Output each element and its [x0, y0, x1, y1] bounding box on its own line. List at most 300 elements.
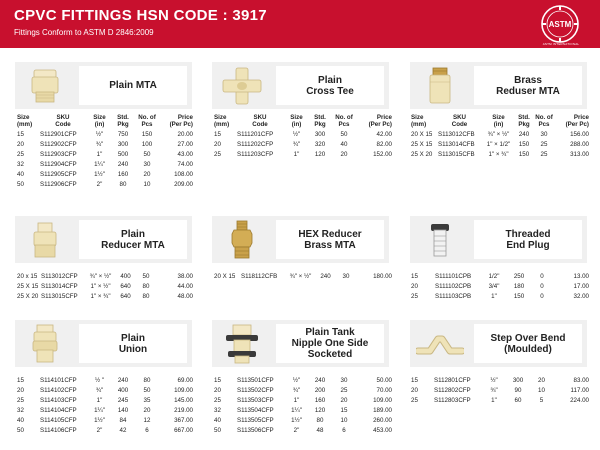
table-cell: 25 X 15	[411, 140, 433, 148]
column-header-no-of-pcs: No. of Pcs	[535, 114, 553, 128]
table-cell: S113501CFP	[237, 376, 274, 384]
table-cell: 20	[538, 376, 545, 384]
table-row	[410, 282, 590, 292]
table-cell: 320	[314, 140, 326, 148]
tank-nipple-fitting-icon	[212, 320, 272, 367]
table-cell: S112906CFP	[40, 180, 77, 188]
table-row	[16, 406, 194, 416]
table-row	[410, 272, 590, 282]
table-cell: S113506CFP	[237, 426, 274, 434]
table-cell: ¾" × ½"	[487, 130, 510, 138]
table-cell: S111203CFP	[237, 150, 274, 158]
table-cell: 27.00	[177, 140, 193, 148]
table-row	[213, 396, 393, 406]
table-cell: 1" × ¾"	[488, 150, 509, 158]
product-card-plain-union	[15, 320, 192, 367]
product-name: Step Over Bend (Moulded)	[490, 332, 566, 355]
table-cell: 90	[514, 386, 522, 394]
table-cell: 15	[411, 272, 418, 280]
table-cell: 48.00	[177, 292, 193, 300]
product-card-plain-mta	[15, 62, 192, 109]
table-cell: 70.00	[376, 386, 392, 394]
table-cell: ½"	[490, 376, 498, 384]
table-cell: 80	[119, 180, 127, 188]
page-title: CPVC FITTINGS HSN CODE : 3917	[14, 7, 267, 24]
plain-union-fitting-icon	[15, 320, 75, 367]
table-cell: 43.00	[177, 150, 193, 158]
table-cell: 60	[514, 396, 522, 404]
table-cell: 145.00	[174, 396, 193, 404]
table-cell: 1"	[293, 150, 300, 158]
table-cell: 288.00	[570, 140, 589, 148]
table-cell: 25	[540, 140, 548, 148]
spec-table-threaded-end-plug	[410, 272, 590, 302]
table-cell: 5	[539, 396, 544, 404]
table-cell: 140	[117, 406, 129, 414]
table-cell: S112903CFP	[40, 150, 77, 158]
table-cell: 25	[214, 396, 221, 404]
table-row	[16, 130, 194, 140]
table-cell: 367.00	[174, 416, 193, 424]
table-cell: 1/2"	[488, 272, 500, 280]
table-cell: S113012CFB	[438, 130, 475, 138]
table-cell: 667.00	[174, 426, 193, 434]
table-cell: 1¼"	[94, 406, 105, 414]
table-cell: 200	[314, 386, 326, 394]
table-cell: 6	[145, 426, 149, 434]
plain-reducer-mta-fitting-icon	[15, 216, 75, 263]
table-cell: S114103CFP	[40, 396, 77, 404]
table-cell: 80	[316, 416, 324, 424]
table-row	[16, 150, 194, 160]
table-cell: 30	[342, 272, 350, 280]
spec-table-plain-reducer-mta	[16, 272, 194, 302]
column-header-sku-code: SKU Code	[252, 114, 268, 128]
table-cell: 10	[340, 416, 348, 424]
table-cell: S111202CFP	[237, 140, 274, 148]
table-cell: 20	[214, 140, 221, 148]
table-cell: 500	[117, 150, 129, 158]
column-header-size-in: Size (in)	[492, 114, 505, 128]
table-cell: 1¼"	[291, 406, 302, 414]
column-header-sku-code: SKU Code	[55, 114, 71, 128]
table-cell: 109.00	[174, 386, 193, 394]
table-header-row	[16, 114, 194, 130]
table-row	[16, 282, 194, 292]
table-row	[410, 140, 590, 150]
table-cell: 20.00	[177, 130, 193, 138]
table-cell: 1½"	[291, 416, 302, 424]
product-card-plain-reducer-mta	[15, 216, 192, 263]
table-cell: 25	[411, 396, 418, 404]
table-cell: 40	[17, 170, 24, 178]
table-cell: 42	[119, 426, 127, 434]
table-cell: 25 X 20	[17, 292, 39, 300]
table-cell: 2"	[293, 426, 300, 434]
table-row	[213, 406, 393, 416]
table-cell: S112905CFP	[40, 170, 77, 178]
column-header-price: Price (Per Pc)	[169, 114, 193, 128]
table-cell: 20	[143, 170, 151, 178]
table-cell: 209.00	[174, 180, 193, 188]
table-row	[16, 416, 194, 426]
table-cell: 50	[143, 386, 151, 394]
table-cell: S114105CFP	[40, 416, 77, 424]
column-header-sku-code: SKU Code	[451, 114, 468, 128]
spec-table-plain-union	[16, 376, 194, 436]
table-cell: 42.00	[376, 130, 392, 138]
table-cell: 120	[314, 150, 326, 158]
table-cell: 25 X 15	[17, 282, 39, 290]
product-card-brass-reducer-mta	[410, 62, 587, 109]
table-row	[16, 140, 194, 150]
table-cell: 20	[411, 282, 418, 290]
table-cell: 50	[142, 272, 150, 280]
table-cell: 30	[340, 376, 348, 384]
product-name: Plain Reducer MTA	[101, 228, 165, 251]
table-cell: 2"	[96, 180, 103, 188]
table-cell: 74.00	[177, 160, 193, 168]
table-cell: 189.00	[373, 406, 392, 414]
table-cell: 108.00	[174, 170, 193, 178]
column-header-std-pkg: Std. Pkg	[314, 114, 326, 128]
table-row	[213, 416, 393, 426]
column-header-size-mm: Size (mm)	[17, 114, 33, 128]
table-cell: 117.00	[570, 386, 589, 394]
column-header-size-in: Size (in)	[290, 114, 303, 128]
table-cell: S113015CFP	[41, 292, 78, 300]
table-cell: S113014CFB	[438, 140, 475, 148]
table-cell: 640	[120, 292, 131, 300]
table-cell: 13.00	[573, 272, 589, 280]
cross-tee-fitting-icon	[212, 62, 272, 109]
table-cell: 15	[17, 130, 24, 138]
table-cell: 15	[17, 376, 24, 384]
table-cell: 80	[142, 292, 150, 300]
table-cell: ½"	[95, 130, 104, 138]
table-row	[213, 386, 393, 396]
table-cell: 44.00	[177, 282, 193, 290]
table-cell: S111102CPB	[435, 282, 472, 290]
table-cell: S113505CFP	[237, 416, 274, 424]
table-cell: 1"	[491, 396, 497, 404]
product-name: Threaded End Plug	[505, 228, 551, 251]
table-cell: 300	[314, 130, 326, 138]
spec-table-hex-reducer-brass-mta	[213, 272, 393, 282]
table-cell: 1"	[293, 396, 300, 404]
table-row	[410, 130, 590, 140]
table-row	[16, 180, 194, 190]
table-cell: 150	[513, 292, 525, 300]
table-cell: S113015CFB	[438, 150, 475, 158]
table-cell: 120	[314, 406, 326, 414]
table-row	[16, 272, 194, 282]
column-header-no-of-pcs: No. of Pcs	[138, 114, 156, 128]
table-cell: 20	[214, 386, 221, 394]
table-cell: S111103CPB	[435, 292, 472, 300]
table-row	[410, 292, 590, 302]
table-cell: 100	[141, 140, 153, 148]
table-cell: 50	[17, 180, 24, 188]
table-cell: 10	[538, 386, 545, 394]
column-header-std-pkg: Std. Pkg	[117, 114, 129, 128]
table-row	[16, 292, 194, 302]
table-cell: 12	[143, 416, 151, 424]
table-cell: 1" × ¾"	[90, 292, 111, 300]
table-cell: 245	[117, 396, 129, 404]
table-cell: 160	[314, 396, 326, 404]
table-cell: 150	[141, 130, 153, 138]
table-cell: 240	[314, 376, 326, 384]
table-cell: 260.00	[373, 416, 392, 424]
astm-logo-subtext: ASTM INTERNATIONAL	[542, 42, 580, 46]
table-cell: ¾"	[490, 386, 498, 394]
table-cell: 400	[120, 272, 131, 280]
table-cell: 1" × 1/2"	[486, 140, 511, 148]
table-cell: 313.00	[570, 150, 589, 158]
hex-reducer-brass-fitting-icon	[212, 216, 272, 263]
table-cell: 300	[512, 376, 524, 384]
table-cell: 250	[513, 272, 525, 280]
table-cell: 240	[117, 376, 129, 384]
table-row	[16, 426, 194, 436]
table-row	[16, 160, 194, 170]
table-cell: 160	[117, 170, 129, 178]
product-name: Brass Reduser MTA	[496, 74, 560, 97]
spec-table-step-over-bend	[410, 376, 590, 406]
astm-logo-icon	[540, 4, 580, 44]
table-cell: 300	[117, 140, 129, 148]
table-cell: 20 X 15	[214, 272, 236, 280]
table-cell: 3/4"	[488, 282, 500, 290]
header-banner	[0, 0, 600, 48]
step-over-bend-fitting-icon	[410, 320, 470, 367]
table-cell: 1½"	[94, 170, 105, 178]
table-cell: S113014CFP	[41, 282, 78, 290]
table-cell: 80	[142, 282, 150, 290]
table-row	[410, 150, 590, 160]
table-cell: ½"	[292, 130, 301, 138]
table-cell: 82.00	[376, 140, 392, 148]
table-cell: S112901CFP	[40, 130, 77, 138]
threaded-end-plug-icon	[410, 216, 470, 263]
table-cell: ¾"	[292, 386, 301, 394]
table-cell: ¾"	[292, 140, 301, 148]
spec-table-plain-tank-nipple	[213, 376, 393, 436]
table-cell: 25	[17, 396, 24, 404]
column-header-size-mm: Size (mm)	[214, 114, 230, 128]
table-cell: 750	[117, 130, 129, 138]
table-cell: ¾" × ½"	[89, 272, 112, 280]
table-cell: 25	[340, 386, 348, 394]
table-cell: 20	[340, 150, 348, 158]
table-cell: S112803CFP	[434, 396, 471, 404]
table-row	[213, 130, 393, 140]
table-cell: 15	[411, 376, 418, 384]
spec-table-plain-cross-tee	[213, 114, 393, 160]
table-cell: 240	[320, 272, 331, 280]
table-cell: 1"	[96, 150, 103, 158]
table-row	[16, 386, 194, 396]
table-cell: 20	[340, 396, 348, 404]
column-header-size-mm: Size (mm)	[411, 114, 427, 128]
table-row	[213, 376, 393, 386]
table-cell: ½"	[292, 376, 301, 384]
table-cell: 32	[17, 406, 24, 414]
table-cell: S114102CFP	[40, 386, 77, 394]
table-row	[16, 376, 194, 386]
table-row	[213, 426, 393, 436]
table-cell: 48	[316, 426, 324, 434]
spec-table-plain-mta	[16, 114, 194, 190]
table-cell: 640	[120, 282, 131, 290]
table-row	[16, 170, 194, 180]
table-cell: 50	[340, 130, 348, 138]
table-cell: S111201CFP	[237, 130, 274, 138]
column-header-std-pkg: Std. Pkg	[518, 114, 530, 128]
table-cell: S112902CFP	[40, 140, 77, 148]
table-cell: S113504CFP	[237, 406, 274, 414]
table-cell: 32	[214, 406, 221, 414]
table-cell: 17.00	[573, 282, 589, 290]
table-cell: 1½"	[94, 416, 105, 424]
table-cell: S118112CFB	[241, 272, 278, 280]
table-cell: 150	[518, 150, 530, 158]
table-cell: S112904CFP	[40, 160, 77, 168]
table-header-row	[213, 114, 393, 130]
table-cell: 109.00	[373, 396, 392, 404]
table-cell: S114104CFP	[40, 406, 77, 414]
brass-reducer-mta-fitting-icon	[410, 62, 470, 109]
table-cell: 50	[17, 426, 24, 434]
table-cell: 20 x 15	[17, 272, 38, 280]
table-cell: 15	[214, 130, 221, 138]
table-cell: 25	[17, 150, 24, 158]
table-cell: 2"	[96, 426, 103, 434]
table-cell: 453.00	[373, 426, 392, 434]
table-cell: 156.00	[570, 130, 589, 138]
table-cell: 0	[540, 272, 544, 280]
astm-logo-text: ASTM	[548, 20, 572, 29]
table-cell: 30	[143, 160, 151, 168]
table-cell: 84	[119, 416, 127, 424]
product-card-plain-tank-nipple	[212, 320, 389, 367]
product-name: Plain Union	[118, 332, 148, 355]
table-cell: S111101CPB	[435, 272, 472, 280]
table-cell: 152.00	[373, 150, 392, 158]
table-cell: S114106CFP	[40, 426, 77, 434]
table-cell: 20 X 15	[411, 130, 433, 138]
table-cell: 40	[340, 140, 348, 148]
product-name: Plain Cross Tee	[306, 74, 354, 97]
table-cell: ¾"	[95, 386, 104, 394]
table-cell: 0	[540, 282, 544, 290]
table-cell: 69.00	[177, 376, 193, 384]
table-cell: 224.00	[570, 396, 589, 404]
table-cell: 32.00	[573, 292, 589, 300]
product-card-hex-reducer-brass-mta	[212, 216, 389, 263]
column-header-price: Price (Per Pc)	[368, 114, 392, 128]
table-row	[410, 396, 590, 406]
table-cell: ¾"	[95, 140, 104, 148]
column-header-size-in: Size (in)	[93, 114, 106, 128]
table-cell: 20	[17, 140, 24, 148]
product-card-cross-tee	[212, 62, 389, 109]
table-row	[213, 272, 393, 282]
table-cell: 25	[411, 292, 418, 300]
product-name: Plain MTA	[109, 80, 157, 91]
table-cell: 1" × ½"	[90, 282, 111, 290]
table-cell: S112801CFP	[434, 376, 471, 384]
table-cell: 1¼"	[94, 160, 105, 168]
product-card-threaded-end-plug	[410, 216, 587, 263]
table-cell: 50	[143, 150, 151, 158]
table-row	[410, 386, 590, 396]
table-cell: S113502CFP	[237, 386, 274, 394]
table-cell: 0	[540, 292, 544, 300]
table-cell: 50.00	[376, 376, 392, 384]
column-header-no-of-pcs: No. of Pcs	[335, 114, 353, 128]
table-cell: 40	[214, 416, 221, 424]
table-cell: 25	[540, 150, 548, 158]
table-cell: 240	[117, 160, 129, 168]
column-header-price: Price (Per Pc)	[565, 114, 589, 128]
table-cell: 150	[518, 140, 530, 148]
table-cell: 40	[17, 416, 24, 424]
table-cell: 1"	[96, 396, 103, 404]
table-cell: 20	[143, 406, 151, 414]
table-cell: 6	[342, 426, 346, 434]
table-cell: 83.00	[573, 376, 589, 384]
table-cell: 15	[214, 376, 221, 384]
table-cell: ½ "	[94, 376, 105, 384]
table-cell: 10	[143, 180, 151, 188]
table-cell: 180	[513, 282, 525, 290]
table-cell: 50	[214, 426, 221, 434]
table-cell: 240	[518, 130, 530, 138]
table-cell: 1"	[491, 292, 497, 300]
page-subtitle: Fittings Conform to ASTM D 2846:2009	[14, 28, 154, 37]
table-cell: 25 X 20	[411, 150, 433, 158]
table-cell: 219.00	[174, 406, 193, 414]
table-cell: ¾" × ½"	[289, 272, 312, 280]
table-cell: 30	[540, 130, 548, 138]
product-card-step-over-bend	[410, 320, 587, 367]
table-cell: 25	[214, 150, 221, 158]
table-cell: 180.00	[373, 272, 392, 280]
product-name: Plain Tank Nipple One Side Socketed	[291, 327, 369, 360]
plain-mta-fitting-icon	[15, 62, 75, 109]
spec-table-brass-reducer-mta	[410, 114, 590, 160]
product-name: HEX Reducer Brass MTA	[298, 228, 362, 251]
table-row	[213, 150, 393, 160]
table-cell: 80	[143, 376, 151, 384]
table-row	[213, 140, 393, 150]
table-cell: S114101CFP	[40, 376, 77, 384]
table-cell: 38.00	[177, 272, 193, 280]
table-header-row	[410, 114, 590, 130]
table-cell: S113012CFP	[41, 272, 78, 280]
table-cell: 20	[411, 386, 418, 394]
table-row	[16, 396, 194, 406]
table-cell: 32	[17, 160, 24, 168]
table-cell: 35	[143, 396, 151, 404]
table-cell: 15	[340, 406, 348, 414]
table-cell: S113503CFP	[237, 396, 274, 404]
table-row	[410, 376, 590, 386]
table-cell: S112802CFP	[434, 386, 471, 394]
table-cell: 20	[17, 386, 24, 394]
